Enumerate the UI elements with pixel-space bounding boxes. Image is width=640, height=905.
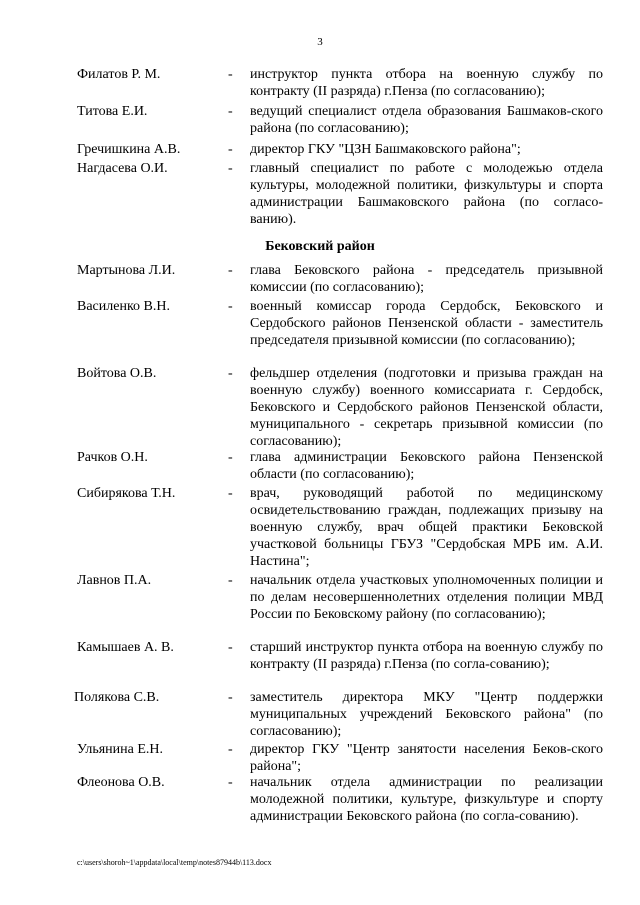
person-name: Лавнов П.А. [77,573,152,588]
person-name: Титова Е.И. [77,104,148,119]
person-name: Сибирякова Т.Н. [77,486,176,501]
person-role: глава Бековского района - председатель призывной комиссии (по согласованию); [250,263,603,295]
section-heading: Бековский район [265,239,375,254]
person-role: главный специалист по работе с молодежью отдела культуры, молодежной политики, физкультуры и спорта администрации Башмаковского района (по согласо-ванию). [250,161,603,227]
person-role: ведущий специалист отдела образования Башмаков-ского района (по согласованию); [250,104,603,136]
dash: - [228,573,233,588]
person-role: врач, руководящий работой по медицинскому освидетельствованию граждан, подлежащих призыву на военную службу, врач общей практики Бековской участковой больницы ГБУЗ "Сердобская МРБ им. А.И. Настина"; [250,486,603,569]
person-role: начальник отдела участковых уполномоченных полиции и по делам несовершеннолетних отделения полиции МВД России по Бековскому району (по согласованию); [250,573,603,622]
person-role: глава администрации Бековского района Пензенской области (по согласованию); [250,450,603,482]
dash: - [228,142,233,157]
person-name: Флеонова О.В. [77,775,165,790]
dash: - [228,104,233,119]
dash: - [228,775,233,790]
file-path-footer: c:\users\shoroh~1\appdata\local\temp\notes87944b\113.docx [77,858,272,867]
person-role: инструктор пункта отбора на военную службу по контракту (II разряда) г.Пенза (по согласованию); [250,67,603,99]
dash: - [228,299,233,314]
dash: - [228,450,233,465]
dash: - [228,161,233,176]
person-role: начальник отдела администрации по реализации молодежной политики, культуре, физкультуре и спорту администрации Бековского района (по согла-сованию). [250,775,603,824]
person-name: Ульянина Е.Н. [77,742,163,757]
person-name: Камышаев А. В. [77,640,174,655]
person-name: Василенко В.Н. [77,299,170,314]
person-role: фельдшер отделения (подготовки и призыва граждан на военную службу) военного комиссариата г. Сердобск, Бековского и Сердобского районов Пензенской области, муниципального - секретарь призывной комиссии (по согласованию); [250,366,603,449]
person-name: Войтова О.В. [77,366,157,381]
person-name: Гречишкина А.В. [77,142,181,157]
dash: - [228,486,233,501]
page-number: 3 [317,36,323,48]
dash: - [228,263,233,278]
person-name: Филатов Р. М. [77,67,161,82]
person-role: старший инструктор пункта отбора на военную службу по контракту (II разряда) г.Пенза (по согла-сованию); [250,640,603,672]
dash: - [228,690,233,705]
dash: - [228,640,233,655]
person-name: Мартынова Л.И. [77,263,176,278]
person-role: военный комиссар города Сердобск, Бековского и Сердобского районов Пензенской области - заместитель председателя призывной комиссии (по согласованию); [250,299,603,348]
person-role: заместитель директора МКУ "Центр поддержки муниципальных учреждений Бековского района" (по согласованию); [250,690,603,739]
person-name: Рачков О.Н. [77,450,148,465]
person-role: директор ГКУ "ЦЗН Башмаковского района"; [250,142,521,157]
dash: - [228,742,233,757]
person-role: директор ГКУ "Центр занятости населения Беков-ского района"; [250,742,603,774]
person-name: Полякова С.В. [74,690,160,705]
person-name: Нагдасева О.И. [77,161,168,176]
dash: - [228,67,233,82]
dash: - [228,366,233,381]
